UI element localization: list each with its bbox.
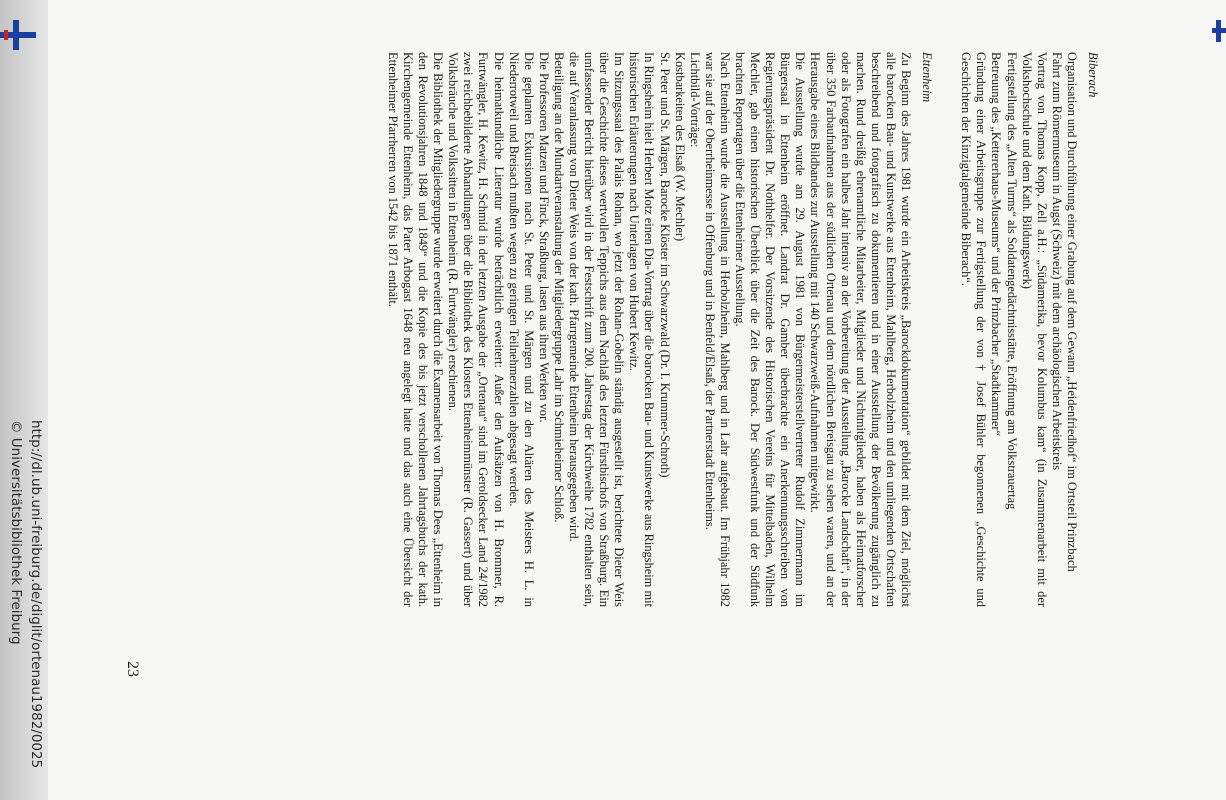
paragraph: Die heimatkundliche Literatur wurde beträchtlich erweitert: Außer den Aufsätzen von H. Brommer, R. Furtwängler, H. Kewitz, H. Schmid in der letzten Ausgabe der „Ortenau“ sind im Geroldsecker Land 24/1982 zwei reichbebilderte Abhandlungen über die Bibliothek des Klosters Ettenheimmünster (R. Gassert) und über Volksbräuche und Volkssitten in Ettenheim (R. Furtwängler) erschienen. bbox=[446, 52, 506, 607]
section-title-ettenheim: Ettenheim bbox=[920, 52, 935, 103]
page-body bbox=[158, 52, 1100, 607]
paragraph: Betreuung des „Kettererhaus-Museums“ und der Prinzbacher „Stadtkammer“ bbox=[989, 52, 1004, 436]
paragraph: Im Sitzungssaal des Palais Rohan, wo jetzt der Rohan-Gobelin ständig ausgestellt ist, berichtete Dieter Weis über die Geschichte dieses wertvollen Teppichs aus dem Nachlaß des letzten Fürstbischofs von Straßburg. Ein umfassender Bericht hierüber wird in der Festschrift zum 200. Jahrestag der Kirchweihe 1782 enthalten sein, die auf Veranlassung von Dieter Weis von der kath. Pfarrgemeinde Ettenheim herausgegeben wird. bbox=[567, 52, 627, 607]
section-title-biberach: Biberach bbox=[1086, 52, 1100, 98]
registration-mark-icon bbox=[0, 20, 40, 50]
paragraph: Die Ausstellung wurde am 29. August 1981 von Bürgermeisterstellvertreter Rudolf Zimmermann im Bürgersaal in Ettenheim eröffnet. Landrat Dr. Gamber überbrachte ein Anerkennungsschreiben von Regierungspräsident Dr. Nothhelfer. Der Vorsitzende des Historischen Vereins für Mittelbaden, Wilhelm Mechler, gab einen historischen Überblick über die Zeit des Barock. Der Südwestfunk und der Südfunk brachten Reportagen über die Ettenheimer Ausstellung. bbox=[733, 52, 808, 607]
paragraph: Organisation und Durchführung einer Grabung auf dem Gewann „Heidenfriedhof“ im Ortsteil Prinzbach bbox=[1064, 52, 1079, 572]
footer-bar bbox=[2, 420, 46, 800]
paragraph: Die geplanten Exkursionen nach St. Peter und St. Märgen und zu den Altären des Meisters H. L. in Niederrotweil und Breisach mußten wegen zu geringen Teilnehmerzahlen abgesagt werden. bbox=[506, 52, 536, 607]
page-number: 23 bbox=[124, 661, 141, 677]
paragraph: Vortrag von Thomas Kopp, Zell a.H.: „Südamerika, bevor Kolumbus kam“ (in Zusammenarbeit mit der Volkshochschule und dem Kath. Bildungswerk) bbox=[1019, 52, 1049, 607]
footer-url[interactable]: http://dl.ub.uni-freiburg.de/diglit/ortenau1982/0025 bbox=[28, 420, 44, 769]
paragraph: Fahrt zum Römermuseum in Augst (Schweiz) mit dem archäologischen Arbeitskreis bbox=[1049, 52, 1064, 471]
paragraph: Gründung einer Arbeitsgruppe zur Fertigstellung der von † Josef Bühler begonnenen „Geschichte und Geschichten der Kinzigtalgemeinde Biberach“. bbox=[959, 52, 989, 607]
paragraph: Kostbarkeiten des Elsaß (W. Mechler) bbox=[672, 52, 687, 242]
paragraph: Fertigstellung des „Alten Turms“ als Soldatengedächtnisstätte, Eröffnung am Volkstrauertag bbox=[1004, 52, 1019, 510]
paragraph: St. Peter und St. Märgen, Barocke Klöster im Schwarzwald (Dr. I. Krummer-Schroth) bbox=[657, 52, 672, 478]
paragraph: Beteiligung an der Mundartveranstaltung der Mitgliedergruppe Lahr im Schmieheimer Schloß. bbox=[551, 52, 566, 523]
paragraph: Zu Beginn des Jahres 1981 wurde ein Arbeitskreis „Barockdokumentation“ gebildet mit dem Ziel, möglichst alle barocken Bau- und Kunstwerke aus Ettenheim, Mahlberg, Herbolzheim und den umliegenden Ortschaften beschreibend und fotografisch zu dokumentieren und in einer Ausstellung der Bevölkerung zugänglich zu machen. Rund dreißig ehrenamtliche Mitarbeiter, Mitglieder und Nichtmitglieder, haben als Heimatforscher oder als Fotografen ein halbes Jahr intensiv an der Vorbereitung der Ausstellung „Barocke Landschaft“, in der über 350 Farbaufnahmen aus der südlichen Ortenau und dem nördlichen Breisgau zu sehen waren, und an der Herausgabe eines Bildbandes zur Ausstellung mit 140 Schwarzweiß-Aufnahmen mitgewirkt. bbox=[808, 52, 914, 607]
paragraph: Die Professoren Matzen und Finck, Straßburg, lasen aus ihren Werken vor. bbox=[536, 52, 551, 423]
paragraph: Die Bibliothek der Mitgliedergruppe wurde erweitert durch die Examensarbeit von Thomas Dees „Ettenheim in den Revolutionsjahren 1848 und 1849“ und die Kopie des bis jetzt verschollenen Jahrtagsbuchs der kath. Kirchengemeinde Ettenheim, das Pater Arbogast 1648 neu angelegt hatte und das auch eine Übersicht der Ettenheimer Pfarrherren von 1542 bis 1871 enthält. bbox=[385, 52, 446, 607]
paragraph: In Ringsheim hielt Herbert Motz einen Dia-Vortrag über die barocken Bau- und Kunstwerke aus Ringsheim mit historischen Erläuterungen nach Unterlagen von Hubert Kewitz. bbox=[627, 52, 657, 607]
footer-copyright: © Universitätsbibliothek Freiburg bbox=[8, 420, 24, 645]
paragraph: Nach Ettenheim wurde die Ausstellung in Herbolzheim, Mahlberg und in Lahr aufgebaut. Im Frühjahr 1982 war sie auf der Oberrheinmesse in Offenburg und in Benfeld/Elsaß, der Partnerstadt Ettenheims. bbox=[702, 52, 732, 607]
paragraph: Lichtbild-Vorträge: bbox=[687, 52, 702, 148]
registration-mark-icon bbox=[1212, 20, 1226, 42]
